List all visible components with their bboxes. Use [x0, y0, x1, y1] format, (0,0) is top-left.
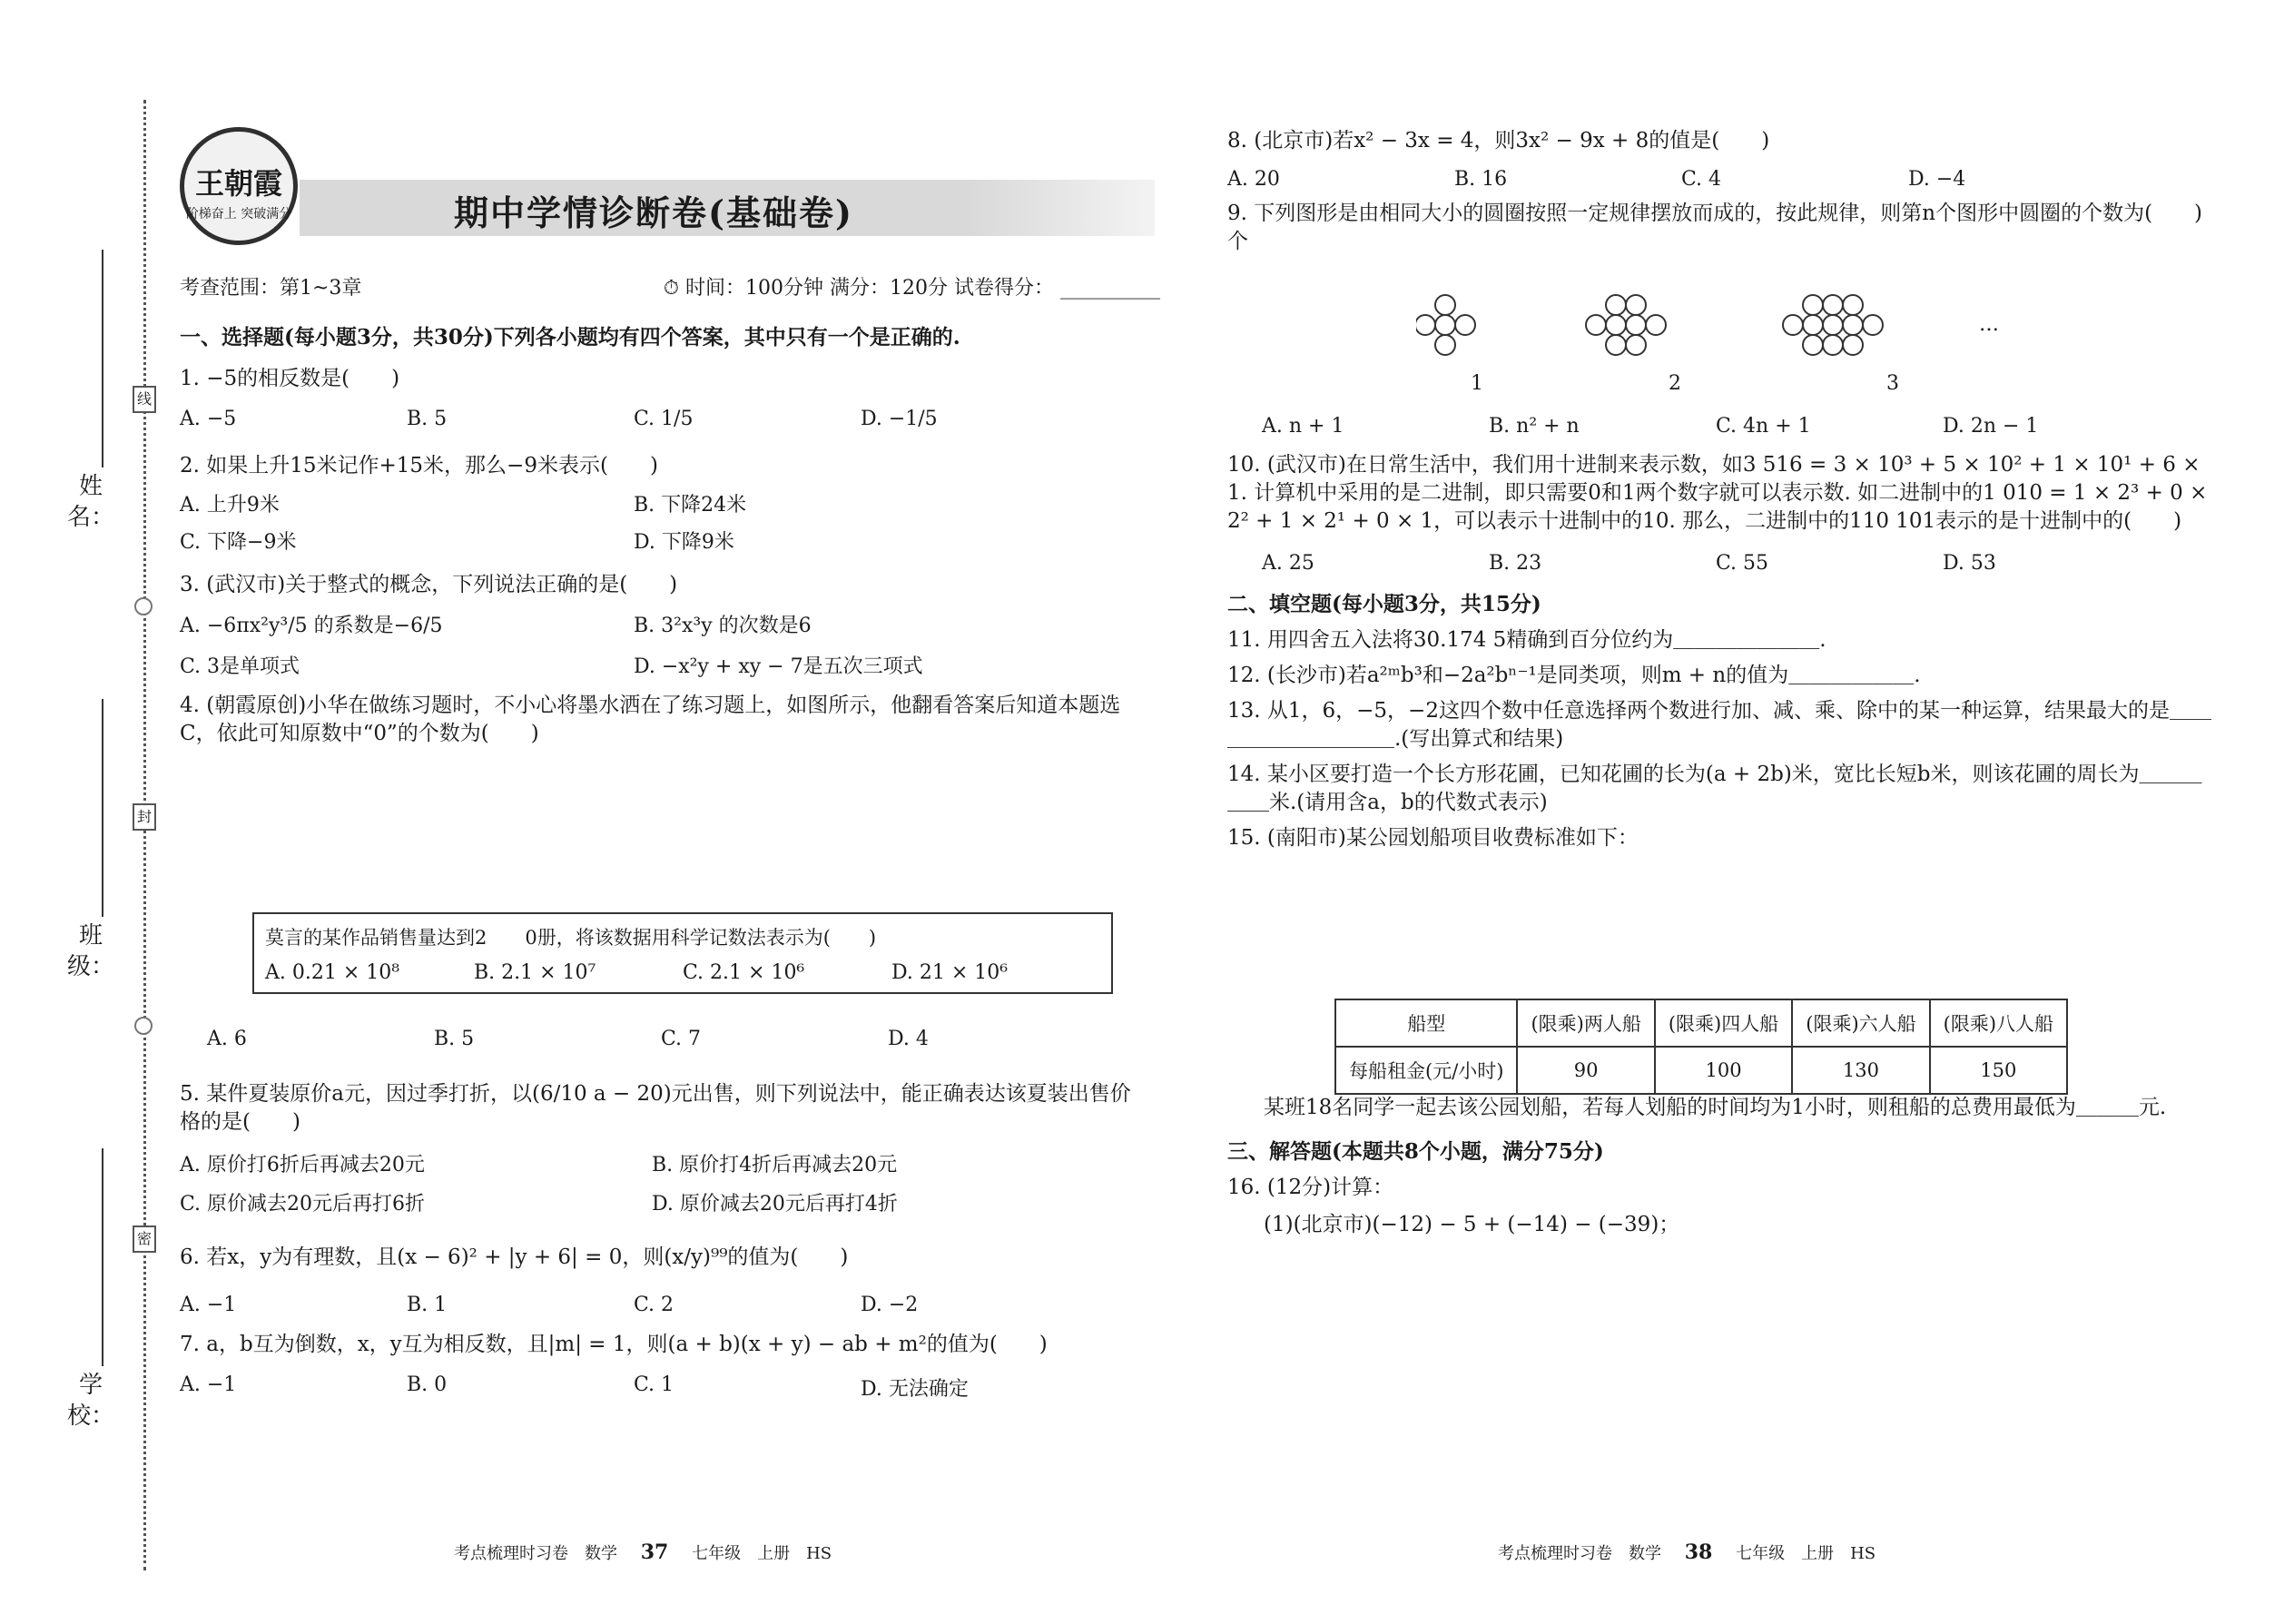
choice: B. 1	[407, 1294, 448, 1317]
brand-logo-text: 王朝霞	[194, 166, 282, 201]
section-choice-heading: 一、选择题(每小题3分，共30分)下列各小题均有四个答案，其中只有一个是正确的.	[180, 325, 960, 349]
seal-mark-secret: 密	[133, 1225, 156, 1253]
question-4-choices	[207, 1028, 1169, 1050]
exam-time: 时间：100分钟	[684, 277, 823, 300]
choice: B. 3²x³y 的次数是6	[634, 615, 812, 638]
question-5-choices	[180, 1149, 1142, 1177]
footer-right	[1498, 1540, 1876, 1564]
exam-full-score: 满分：120分	[829, 277, 948, 300]
right-page-middle	[1227, 451, 2217, 852]
question-5-choices-row2	[180, 1188, 1142, 1216]
section-fill-heading: 二、填空题(每小题3分，共15分)	[1227, 592, 1541, 617]
figure-label: 1	[1471, 372, 1483, 395]
question-15-after: 某班18名同学一起去该公园划船，若每人划船的时间均为1小时，则租船的总费用最低为＿＿＿元.	[1264, 1096, 2167, 1119]
question-4-box-text: 莫言的某作品销售量达到2 0册，将该数据用科学记数法表示为( )	[265, 927, 877, 949]
question-13: 13. 从1，6，−5，−2这四个数中任意选择两个数进行加、减、乘、除中的某一种运算，结果最大的是＿＿＿＿＿＿＿＿＿＿.(写出算式和结果)	[1227, 699, 2211, 752]
name-line	[102, 250, 103, 468]
question-3-choices	[180, 610, 1160, 638]
choice: A. 0.21 × 10⁸	[265, 961, 400, 984]
question-1: 1. −5的相反数是( )	[180, 367, 400, 390]
choice: C. 1/5	[634, 408, 694, 431]
question-3: 3. (武汉市)关于整式的概念，下列说法正确的是( )	[180, 573, 678, 597]
figure-label: 3	[1886, 372, 1899, 395]
choice: B. 原价打4折后再减去20元	[652, 1154, 898, 1177]
choice: D. −4	[1908, 168, 1966, 192]
choice: D. 无法确定	[861, 1378, 969, 1402]
right-page	[1227, 127, 2217, 256]
choice: A. 原价打6折后再减去20元	[180, 1154, 425, 1177]
choice: A. −6πx²y³/5 的系数是−6/5	[180, 615, 443, 638]
footer-grade: 七年级 上册 HS	[692, 1544, 832, 1563]
choice: D. −1/5	[861, 408, 938, 431]
question-10: 10. (武汉市)在日常生活中，我们用十进制来表示数，如3 516 = 3 × 10³ + 5 × 10² + 1 × 10¹ + 6 × 1. 计算机中采用的是二进制，即只需要0和1两个数字就可以表示数. 如二进制中的1 010 = 1 × 2³ + 0 × 2² + 1 × 2¹ + 0 × 1，可以表示十进制中的10. 那么，二进制中的110 101表示的是十进制中的( )	[1227, 453, 2208, 534]
question-4: 4. (朝霞原创)小华在做练习题时，不小心将墨水洒在了练习题上，如图所示，他翻看答案后知道本题选C，依此可知原数中“0”的个数为( )	[180, 694, 1121, 746]
choice: B. 5	[434, 1028, 475, 1050]
section-answer-heading: 三、解答题(本题共8个小题，满分75分)	[1227, 1139, 1604, 1165]
brand-logo	[180, 127, 298, 245]
question-2: 2. 如果上升15米记作+15米，那么−9米表示( )	[180, 454, 658, 478]
choice: D. 21 × 10⁶	[891, 961, 1009, 984]
question-3-choices-row2	[180, 651, 1160, 679]
exam-info	[180, 272, 1160, 300]
choice: C. 3是单项式	[180, 655, 300, 679]
question-9: 9. 下列图形是由相同大小的圆圈按照一定规律摆放而成的，按此规律，则第n个图形中圆圈的个数为( )个	[1227, 202, 2203, 254]
table-header-cell: (限乘)两人船	[1517, 999, 1654, 1047]
choice: C. 55	[1716, 552, 1769, 576]
choice: D. 原价减去20元后再打4折	[652, 1193, 898, 1216]
choice: B. 下降24米	[634, 494, 747, 517]
choice: B. 5	[407, 408, 448, 431]
choice: D. 53	[1943, 552, 1996, 576]
choice: D. −2	[861, 1294, 919, 1317]
footer-series: 考点梳理时习卷 数学	[454, 1544, 617, 1563]
table-row	[1335, 999, 2067, 1047]
table-header-cell: (限乘)六人船	[1792, 999, 1929, 1047]
choice: A. −1	[180, 1294, 237, 1317]
right-page-lower	[1227, 1094, 2217, 1239]
seal-mark-seal: 封	[133, 803, 156, 831]
left-page-q5	[180, 1080, 1142, 1402]
exam-title: 期中学情诊断卷(基础卷)	[454, 192, 853, 233]
table-row	[1335, 1047, 2067, 1094]
choice: A. 6	[207, 1028, 247, 1050]
pattern-ellipsis: …	[1979, 313, 1999, 336]
choice: B. 16	[1454, 168, 1508, 192]
question-7-choices	[180, 1373, 1142, 1402]
choice: A. 上升9米	[180, 494, 280, 517]
question-6-choices	[180, 1294, 1142, 1316]
choice: C. 原价减去20元后再打6折	[180, 1193, 426, 1216]
table-header-cell: (限乘)八人船	[1930, 999, 2067, 1047]
question-16: 16. (12分)计算：	[1227, 1176, 1394, 1200]
choice: A. −1	[180, 1373, 237, 1397]
question-1-choices	[180, 408, 1160, 430]
choice: B. 0	[407, 1373, 448, 1397]
footer-left	[454, 1540, 832, 1564]
punch-hole-icon	[134, 597, 153, 615]
table-cell: 每船租金(元/小时)	[1335, 1047, 1517, 1094]
footer-series: 考点梳理时习卷 数学	[1498, 1544, 1661, 1563]
left-page	[180, 272, 1160, 748]
choice: D. 下降9米	[634, 531, 734, 555]
school-label: 学校：	[66, 1372, 114, 1430]
choice: A. 25	[1262, 552, 1314, 576]
score-blank: __________	[1060, 277, 1160, 300]
choice: A. n + 1	[1262, 415, 1344, 438]
question-14: 14. 某小区要打造一个长方形花圃，已知花圃的长为(a + 2b)米，宽比长短b米，则该花圃的周长为＿＿＿＿＿米.(请用含a，b的代数式表示)	[1227, 763, 2202, 815]
choice: C. 2	[634, 1294, 674, 1317]
choice: C. 1	[634, 1373, 674, 1397]
question-11: 11. 用四舍五入法将30.174 5精确到百分位约为＿＿＿＿＿＿＿.	[1227, 628, 1826, 653]
choice: A. 20	[1227, 168, 1280, 192]
table-cell: 150	[1930, 1047, 2067, 1094]
table-header-cell: (限乘)四人船	[1655, 999, 1792, 1047]
question-2-choices	[180, 489, 1160, 517]
class-label: 班级：	[66, 922, 114, 980]
choice: B. 23	[1489, 552, 1542, 576]
clock-icon: ⏱	[663, 277, 679, 300]
choice: C. 下降−9米	[180, 531, 297, 555]
question-12: 12. (长沙市)若a²ᵐb³和−2a²bⁿ⁻¹是同类项，则m + n的值为＿＿＿＿＿＿.	[1227, 664, 1921, 688]
question-8: 8. (北京市)若x² − 3x = 4，则3x² − 9x + 8的值是( )	[1227, 129, 1770, 153]
binding-line	[143, 100, 146, 1570]
circle-pattern-figure	[1416, 290, 2033, 408]
choice: C. 2.1 × 10⁶	[683, 961, 805, 984]
punch-hole-icon	[134, 1017, 153, 1035]
figure-label: 2	[1669, 372, 1681, 395]
question-2-choices-row2	[180, 527, 1160, 555]
exam-score-label: 试卷得分：	[953, 277, 1054, 300]
choice: D. 2n − 1	[1943, 415, 2039, 438]
question-10-choices	[1262, 552, 2217, 575]
page-number: 37	[640, 1540, 669, 1564]
brand-logo-slogan: 阶梯奋上 突破满分	[185, 207, 292, 221]
name-label: 姓名：	[66, 473, 114, 531]
question-4-box-choices	[265, 961, 1100, 984]
question-6: 6. 若x，y为有理数，且(x − 6)² + |y + 6| = 0，则(x/y)⁹⁹的值为( )	[180, 1245, 849, 1270]
choice: C. 7	[661, 1028, 702, 1050]
question-4-ink-box	[252, 912, 1113, 994]
choice: D. 4	[888, 1028, 929, 1050]
choice: A. −5	[180, 408, 237, 431]
page-number: 38	[1684, 1540, 1713, 1564]
choice: D. −x²y + xy − 7是五次三项式	[634, 655, 923, 679]
table-cell: 100	[1655, 1047, 1792, 1094]
table-cell: 130	[1792, 1047, 1929, 1094]
table-cell: 90	[1517, 1047, 1654, 1094]
right-page-q9-choices	[1262, 415, 2215, 438]
seal-mark-line: 线	[133, 386, 156, 413]
title-bar	[300, 180, 1155, 236]
school-line	[102, 1148, 103, 1366]
question-7: 7. a，b互为倒数，x，y互为相反数，且|m| = 1，则(a + b)(x + y) − ab + m²的值为( )	[180, 1333, 1048, 1357]
choice: C. 4n + 1	[1716, 415, 1811, 438]
exam-scope: 考查范围：第1~3章	[180, 277, 362, 300]
question-8-choices	[1227, 168, 2217, 191]
footer-grade: 七年级 上册 HS	[1736, 1544, 1876, 1563]
choice: B. 2.1 × 10⁷	[474, 961, 596, 984]
boat-fee-table	[1334, 999, 2068, 1095]
left-page-lower	[207, 1028, 1169, 1050]
class-line	[102, 699, 103, 917]
question-16-part-1: (1)(北京市)(−12) − 5 + (−14) − (−39)；	[1264, 1213, 1680, 1237]
question-5: 5. 某件夏装原价a元，因过季打折，以(6/10 a − 20)元出售，则下列说法中，能正确表达该夏装出售价格的是( )	[180, 1082, 1131, 1135]
choice: C. 4	[1681, 168, 1722, 192]
question-15: 15. (南阳市)某公园划船项目收费标准如下：	[1227, 826, 1639, 851]
table-header-cell: 船型	[1335, 999, 1517, 1047]
choice: B. n² + n	[1489, 415, 1580, 438]
question-9-choices	[1262, 415, 2215, 438]
